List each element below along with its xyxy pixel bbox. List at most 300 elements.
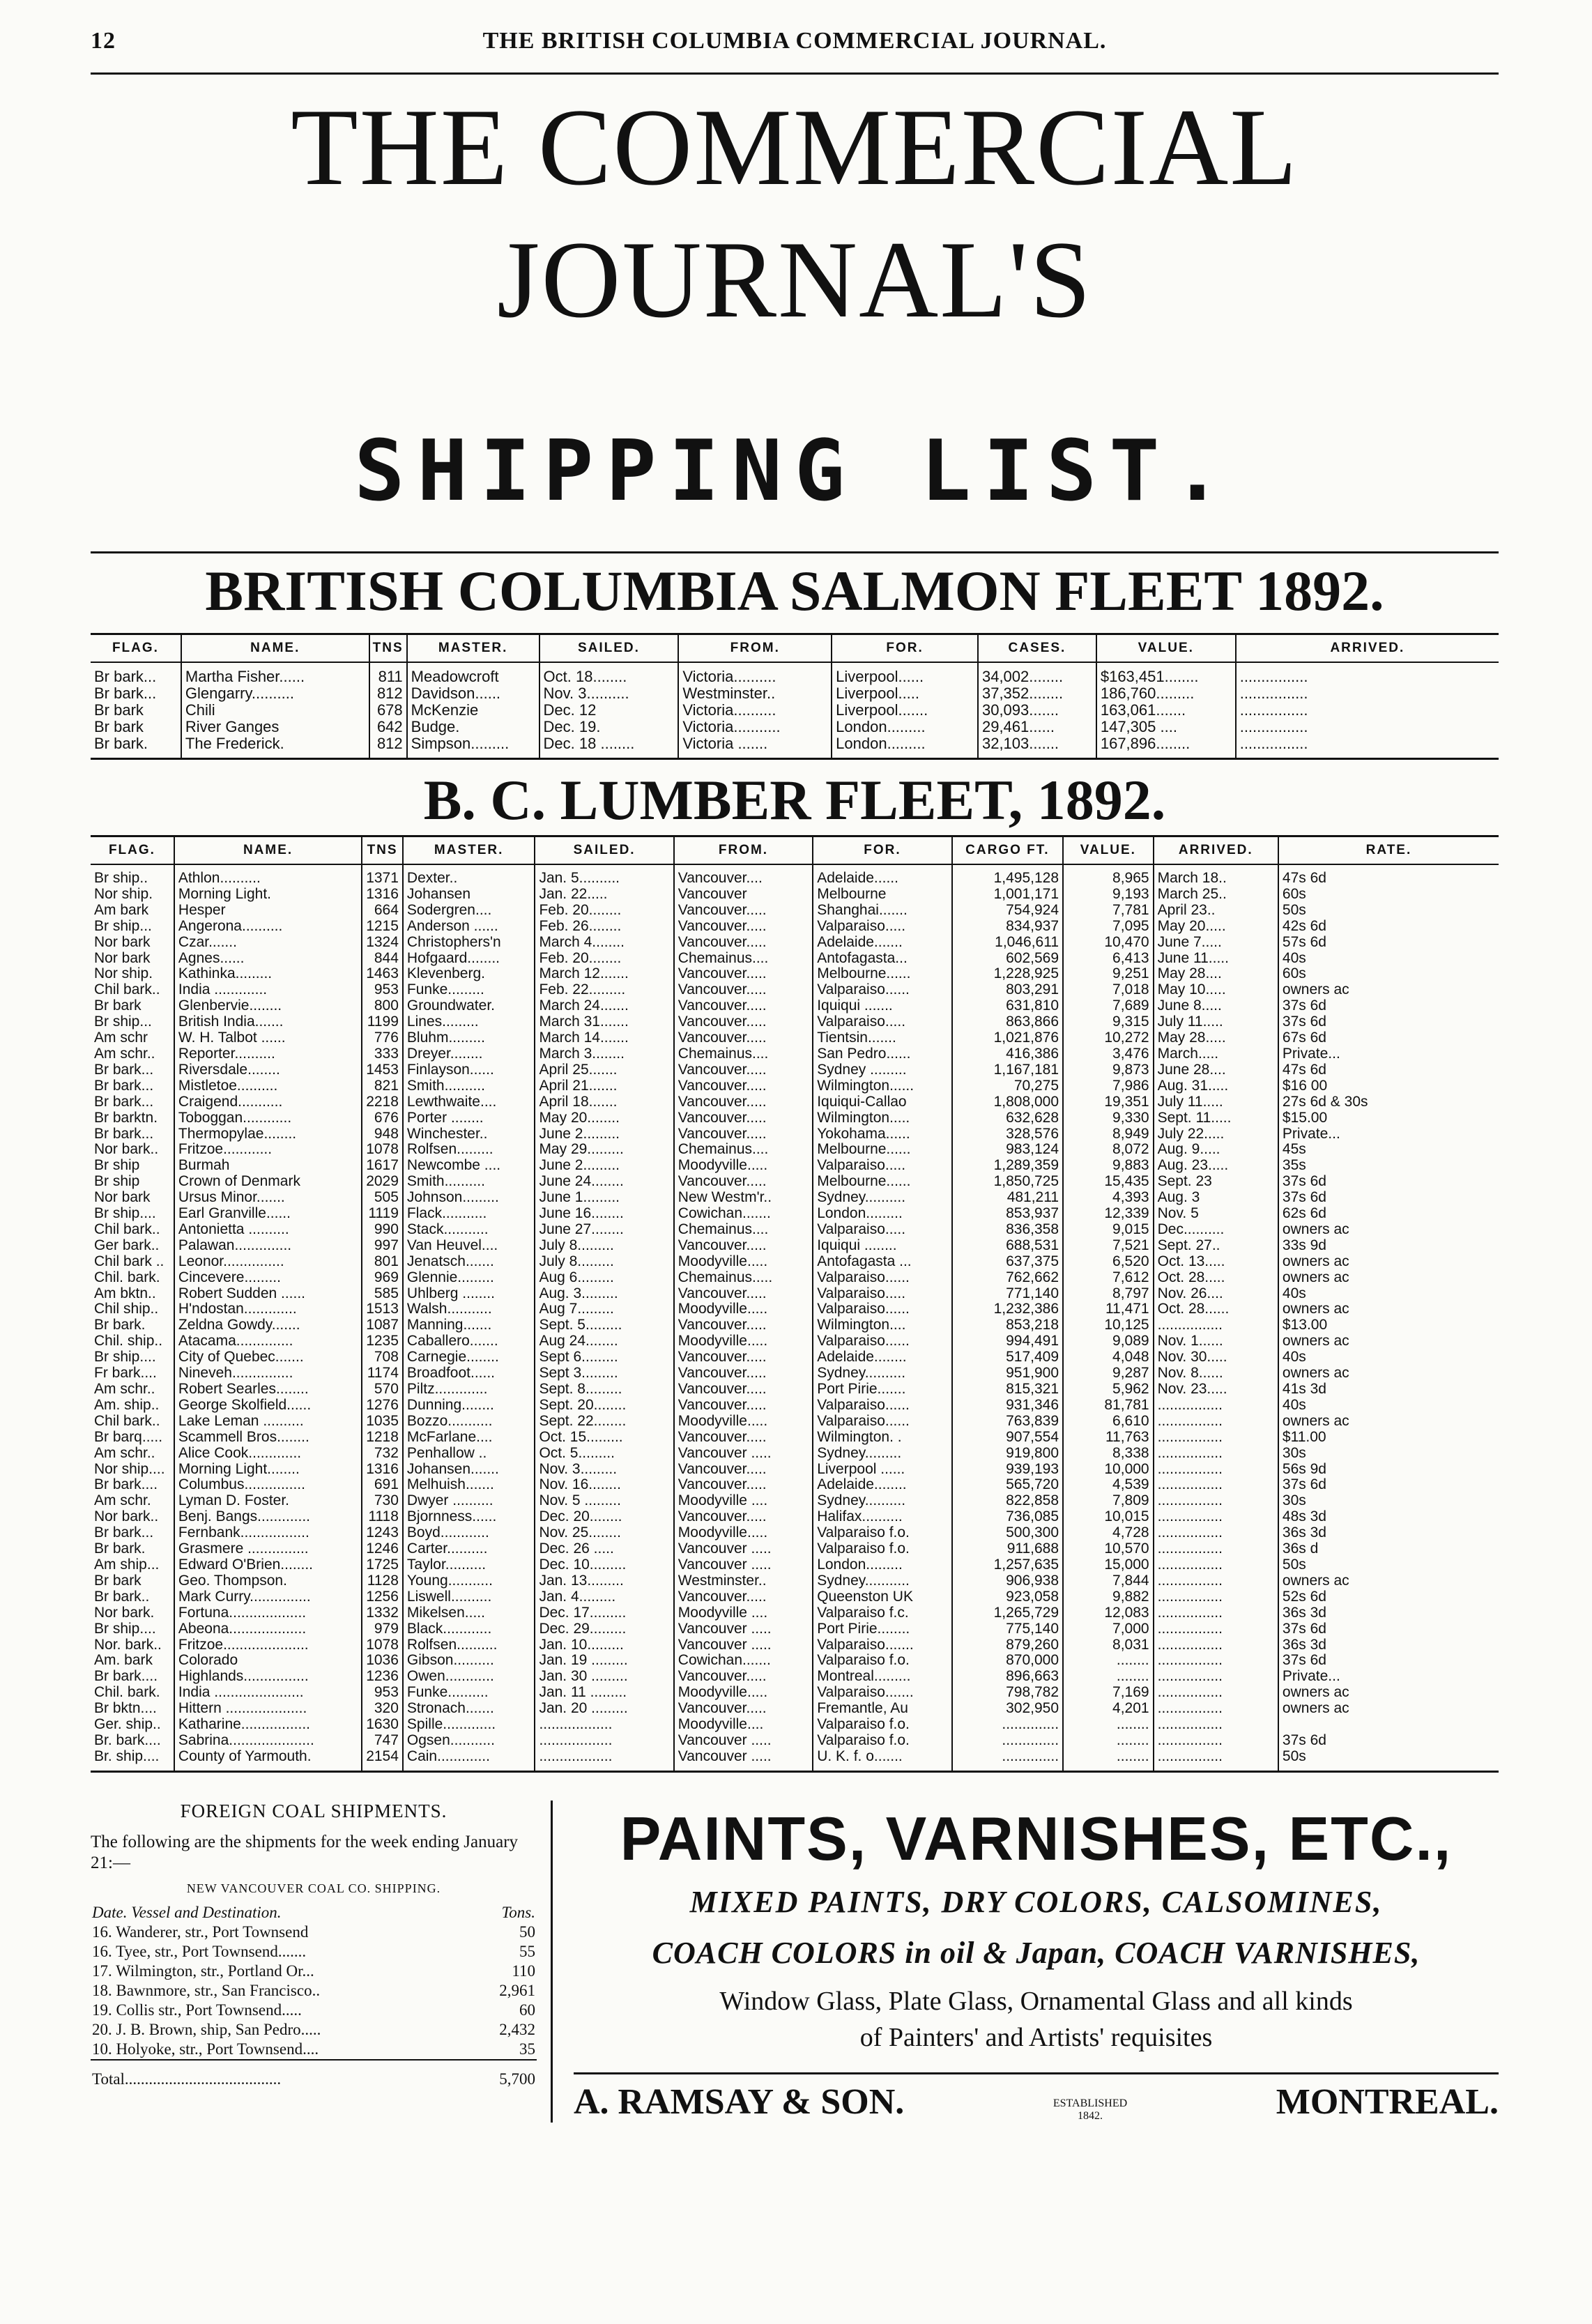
table-cell: Valparaiso f.c. (813, 1605, 951, 1621)
table-cell: Columbus............... (174, 1477, 362, 1493)
table-row (91, 1430, 1499, 1446)
table-cell: 983,124 (952, 1142, 1063, 1158)
coal-row (91, 1962, 537, 1981)
table-cell: Br ship.... (94, 1206, 156, 1222)
coal-tons: 35 (519, 2040, 535, 2058)
table-cell: Vancouver..... (674, 1430, 813, 1446)
table-cell: Vancouver ..... (674, 1557, 813, 1573)
table-cell: Am schr (94, 1030, 148, 1046)
table-cell: Valparaiso f.o. (813, 1525, 951, 1541)
table-cell: Carnegie........ (403, 1350, 535, 1366)
table-cell: Br bktn.... (94, 1701, 157, 1717)
table-cell: 870,000 (952, 1653, 1063, 1669)
table-cell: 1,232,386 (952, 1301, 1063, 1317)
table-cell: 2218 (362, 1094, 403, 1110)
table-cell: 585 (362, 1286, 403, 1302)
table-cell: Lines......... (403, 1014, 535, 1030)
table-cell: Br bark.... (94, 1669, 158, 1685)
table-cell: 1,046,611 (952, 935, 1063, 951)
table-cell: .............. (952, 1717, 1063, 1733)
table-cell: $15.00 (1278, 1110, 1499, 1126)
table-cell: Chil bark .. (94, 1253, 164, 1269)
table-cell: Moodyville..... (674, 1525, 813, 1541)
table-cell: Aug 24........ (535, 1333, 673, 1350)
coal-vessel: 16. Wanderer, str., Port Townsend (92, 1922, 309, 1941)
table-cell: owners ac (1278, 1254, 1499, 1270)
table-cell: 35s (1278, 1158, 1499, 1174)
table-cell: Br bark.. (94, 1589, 150, 1605)
table-cell: April 23.. (1154, 903, 1278, 919)
table-cell: Vancouver (674, 887, 813, 903)
table-row (91, 887, 1499, 903)
table-cell: Jan. 22..... (535, 887, 673, 903)
table-cell: Nor bark. (94, 1605, 155, 1621)
table-cell: Am. ship.. (94, 1397, 160, 1413)
table-row (91, 1222, 1499, 1238)
table-cell: Aug. 3 (1154, 1190, 1278, 1206)
coal-title: FOREIGN COAL SHIPMENTS. (180, 1800, 447, 1821)
table-cell: .............. (952, 1749, 1063, 1771)
table-cell: 12,339 (1063, 1206, 1154, 1222)
table-cell: 167,896........ (1096, 735, 1236, 759)
table-cell: Nov. 25........ (535, 1525, 673, 1541)
table-cell: ................ (1154, 1669, 1278, 1685)
table-cell: Jenatsch....... (403, 1254, 535, 1270)
table-row (91, 1078, 1499, 1094)
table-cell: 47s 6d (1278, 864, 1499, 887)
table-cell: Feb. 20........ (535, 951, 673, 967)
table-cell: May 20..... (1154, 919, 1278, 935)
table-row (91, 1014, 1499, 1030)
table-cell: Valparaiso....... (813, 1637, 951, 1653)
table-cell: 798,782 (952, 1685, 1063, 1701)
lumber-col-header: TNS (362, 836, 403, 865)
table-cell: Nov. 16........ (535, 1477, 673, 1493)
table-cell: 1,001,171 (952, 887, 1063, 903)
table-cell: Victoria........... (678, 719, 832, 735)
table-cell: Earl Granville...... (174, 1206, 362, 1222)
table-row (91, 1637, 1499, 1653)
coal-vessel: 10. Holyoke, str., Port Townsend.... (92, 2040, 319, 2058)
table-cell: Fr bark.... (94, 1366, 157, 1382)
table-cell: Vancouver..... (674, 1366, 813, 1382)
table-cell: Feb. 26........ (535, 919, 673, 935)
table-cell: 6,413 (1063, 951, 1154, 967)
table-cell: 416,386 (952, 1046, 1063, 1062)
table-cell: Aug. 9..... (1154, 1142, 1278, 1158)
table-cell: Br bark.... (94, 1477, 158, 1493)
table-cell: Anderson ...... (403, 919, 535, 935)
table-cell: 40s (1278, 1398, 1499, 1414)
table-cell: 931,346 (952, 1398, 1063, 1414)
table-cell: 1332 (362, 1605, 403, 1621)
table-cell: 37s 6d (1278, 1014, 1499, 1030)
table-row (91, 1158, 1499, 1174)
table-cell: Young........... (403, 1573, 535, 1589)
table-cell: Morning Light. (174, 887, 362, 903)
table-cell: Tientsin....... (813, 1030, 951, 1046)
table-cell: Penhallow .. (403, 1446, 535, 1462)
table-cell: Shanghai....... (813, 903, 951, 919)
table-cell: 15,435 (1063, 1174, 1154, 1190)
lumber-col-header: FROM. (674, 836, 813, 865)
table-cell: Manning....... (403, 1317, 535, 1333)
lumber-col-header: RATE. (1278, 836, 1499, 865)
table-cell: 333 (362, 1046, 403, 1062)
table-cell: Fritzoe............ (174, 1142, 362, 1158)
table-cell: Sept 6......... (535, 1350, 673, 1366)
coal-total (91, 2059, 537, 2089)
table-cell: Dwyer .......... (403, 1493, 535, 1509)
table-cell: 631,810 (952, 998, 1063, 1014)
table-cell: owners ac (1278, 1414, 1499, 1430)
table-row (91, 919, 1499, 935)
table-cell: 822,858 (952, 1493, 1063, 1509)
table-cell: ................ (1154, 1446, 1278, 1462)
table-cell: ................ (1154, 1493, 1278, 1509)
table-cell: 517,409 (952, 1350, 1063, 1366)
table-cell: 811 (369, 662, 407, 685)
table-cell: Porter ........ (403, 1110, 535, 1126)
table-cell: Rolfsen......... (403, 1142, 535, 1158)
table-cell: 2029 (362, 1174, 403, 1190)
table-cell: Hittern .................... (174, 1701, 362, 1717)
table-cell: Glennie......... (403, 1270, 535, 1286)
table-cell: 11,471 (1063, 1301, 1154, 1317)
table-cell: March 14....... (535, 1030, 673, 1046)
table-cell: Feb. 22......... (535, 982, 673, 998)
table-cell: Adelaide........ (813, 1477, 951, 1493)
table-cell: 7,018 (1063, 982, 1154, 998)
table-cell: June 27........ (535, 1222, 673, 1238)
table-cell: 37s 6d (1278, 1174, 1499, 1190)
table-cell: Antofagasta ... (813, 1254, 951, 1270)
table-cell: 33s 9d (1278, 1238, 1499, 1254)
table-cell: Ursus Minor....... (174, 1190, 362, 1206)
table-cell: ................ (1236, 702, 1499, 719)
table-cell: Br ship.... (94, 1621, 156, 1637)
table-cell: Am schr.. (94, 1046, 155, 1062)
table-row (91, 1142, 1499, 1158)
table-cell: Valparaiso f.o. (813, 1733, 951, 1749)
table-cell: McKenzie (407, 702, 539, 719)
table-cell: 481,211 (952, 1190, 1063, 1206)
table-cell: Nov. 3......... (535, 1462, 673, 1478)
table-cell: ................ (1154, 1477, 1278, 1493)
table-cell: 953 (362, 982, 403, 998)
table-cell: 948 (362, 1126, 403, 1142)
table-cell: 800 (362, 998, 403, 1014)
table-cell: Br bark... (94, 1078, 154, 1094)
table-cell: Vancouver..... (674, 1030, 813, 1046)
table-cell: Johnson......... (403, 1190, 535, 1206)
table-cell: Moodyville..... (674, 1158, 813, 1174)
salmon-col-header: TNS (369, 634, 407, 663)
lumber-fleet-title: B. C. LUMBER FLEET, 1892. (423, 768, 1166, 832)
table-cell: The Frederick. (181, 735, 369, 759)
table-cell: 50s (1278, 903, 1499, 919)
table-cell: 42s 6d (1278, 919, 1499, 935)
table-cell: 9,287 (1063, 1366, 1154, 1382)
table-cell: Uhlberg ........ (403, 1286, 535, 1302)
table-cell: Caballero....... (403, 1333, 535, 1350)
table-row (91, 1573, 1499, 1589)
table-cell: Nor bark (94, 934, 151, 950)
coal-col-left: Date. Vessel and Destination. (92, 1903, 282, 1921)
table-cell: 9,315 (1063, 1014, 1154, 1030)
table-cell: Cain............. (403, 1749, 535, 1771)
table-row (91, 1301, 1499, 1317)
table-cell: 803,291 (952, 982, 1063, 998)
table-cell: 1617 (362, 1158, 403, 1174)
table-cell: March 25.. (1154, 887, 1278, 903)
table-cell: 7,521 (1063, 1238, 1154, 1254)
table-cell: 37s 6d (1278, 1477, 1499, 1493)
table-cell: Br bark (94, 1573, 141, 1589)
table-cell: Finlayson...... (403, 1062, 535, 1078)
table-cell: Sept. 8......... (535, 1382, 673, 1398)
table-cell: owners ac (1278, 1301, 1499, 1317)
table-cell: June 16........ (535, 1206, 673, 1222)
table-cell: Lyman D. Foster. (174, 1493, 362, 1509)
table-cell: 1,021,876 (952, 1030, 1063, 1046)
table-cell: Valparaiso...... (813, 1270, 951, 1286)
table-cell: 1725 (362, 1557, 403, 1573)
table-cell: 1,289,359 (952, 1158, 1063, 1174)
table-cell: 320 (362, 1701, 403, 1717)
table-cell: 664 (362, 903, 403, 919)
ad-line-glass: Window Glass, Plate Glass, Ornamental Glass and all kinds (719, 1986, 1353, 2016)
table-cell: Vancouver..... (674, 935, 813, 951)
table-cell: 1246 (362, 1541, 403, 1557)
masthead-rule (91, 551, 1499, 553)
table-cell: Van Heuvel.... (403, 1238, 535, 1254)
salmon-col-header: NAME. (181, 634, 369, 663)
table-cell: Vancouver..... (674, 1174, 813, 1190)
table-cell: 1236 (362, 1669, 403, 1685)
table-cell: 730 (362, 1493, 403, 1509)
table-cell: 1035 (362, 1414, 403, 1430)
table-row (91, 1286, 1499, 1302)
table-cell: River Ganges (181, 719, 369, 735)
table-cell: Adelaide...... (813, 864, 951, 887)
table-cell: ................ (1154, 1317, 1278, 1333)
table-cell: 1087 (362, 1317, 403, 1333)
table-cell: 60s (1278, 887, 1499, 903)
table-row (91, 935, 1499, 951)
table-cell: Melhuish....... (403, 1477, 535, 1493)
table-row (91, 1046, 1499, 1062)
table-cell: 812 (369, 685, 407, 702)
table-row (91, 998, 1499, 1014)
table-cell: Johansen (403, 887, 535, 903)
table-cell: Jan. 30 ......... (535, 1669, 673, 1685)
table-cell: .............. (952, 1733, 1063, 1749)
table-cell: Dec. 10......... (535, 1557, 673, 1573)
lumber-col-header: SAILED. (535, 836, 673, 865)
coal-tons: 55 (519, 1942, 535, 1960)
table-cell: India ............. (174, 982, 362, 998)
table-cell: Br ship.. (94, 870, 148, 886)
table-cell: Nov. 8...... (1154, 1366, 1278, 1382)
table-cell: Br ship... (94, 1014, 152, 1030)
table-cell: Kathinka......... (174, 966, 362, 982)
table-cell: 8,338 (1063, 1446, 1154, 1462)
table-cell: Dexter.. (403, 864, 535, 887)
table-cell: Stack........... (403, 1222, 535, 1238)
table-row (91, 1094, 1499, 1110)
table-row (91, 1254, 1499, 1270)
table-cell: 40s (1278, 1286, 1499, 1302)
table-cell: Katharine................. (174, 1717, 362, 1733)
table-cell: Dreyer........ (403, 1046, 535, 1062)
table-cell: Vancouver..... (674, 1062, 813, 1078)
table-cell: 834,937 (952, 919, 1063, 935)
table-cell: July 11..... (1154, 1094, 1278, 1110)
table-cell: 36s 3d (1278, 1525, 1499, 1541)
table-cell: Aug 6......... (535, 1270, 673, 1286)
table-cell: March 12....... (535, 966, 673, 982)
table-cell: 1,167,181 (952, 1062, 1063, 1078)
table-cell: 9,251 (1063, 966, 1154, 982)
table-row (91, 982, 1499, 998)
table-cell: Hesper (174, 903, 362, 919)
table-cell: Vancouver..... (674, 1477, 813, 1493)
table-cell: 32,103....... (978, 735, 1096, 759)
table-cell: Vancouver ..... (674, 1637, 813, 1653)
table-cell: Nov. 5 (1154, 1206, 1278, 1222)
table-cell: 776 (362, 1030, 403, 1046)
table-cell: Cowichan....... (674, 1206, 813, 1222)
table-cell: Piltz............. (403, 1382, 535, 1398)
table-cell: Victoria.......... (678, 662, 832, 685)
table-cell: 853,218 (952, 1317, 1063, 1333)
table-cell: Antofagasta... (813, 951, 951, 967)
table-cell: Morning Light........ (174, 1462, 362, 1478)
table-cell: Chil ship.. (94, 1301, 159, 1317)
table-cell: Ger. ship.. (94, 1717, 161, 1733)
table-cell: Liverpool ...... (813, 1462, 951, 1478)
coal-row (91, 2040, 537, 2059)
table-cell: 691 (362, 1477, 403, 1493)
table-row (91, 966, 1499, 982)
table-cell: Br bark (94, 702, 144, 719)
table-cell: .................. (535, 1749, 673, 1771)
table-cell: 7,095 (1063, 919, 1154, 935)
table-cell: 1371 (362, 864, 403, 887)
table-cell: April 25....... (535, 1062, 673, 1078)
table-cell: Chemainus.... (674, 1222, 813, 1238)
table-cell: Am schr. (94, 1493, 151, 1509)
table-cell: 775,140 (952, 1621, 1063, 1637)
table-cell: Nor ship. (94, 886, 153, 902)
table-cell: Aug 7......... (535, 1301, 673, 1317)
table-cell: Sydney......... (813, 1446, 951, 1462)
table-cell: Vancouver..... (674, 1589, 813, 1605)
table-cell: Funke.......... (403, 1685, 535, 1701)
coal-total-value: 5,700 (461, 2060, 537, 2089)
table-cell: March 31....... (535, 1014, 673, 1030)
table-cell: Westminster.. (678, 685, 832, 702)
table-cell: June 8..... (1154, 998, 1278, 1014)
table-cell: Nor bark.. (94, 1142, 159, 1158)
table-cell: ........ (1063, 1717, 1154, 1733)
table-cell: Dec. 20........ (535, 1509, 673, 1525)
ad-city: MONTREAL. (1276, 2081, 1499, 2122)
table-cell: 762,662 (952, 1270, 1063, 1286)
table-cell: 812 (369, 735, 407, 759)
table-cell: Am schr.. (94, 1445, 155, 1461)
table-cell: 5,962 (1063, 1382, 1154, 1398)
table-cell: U. K. f. o....... (813, 1749, 951, 1771)
table-cell: Bluhm......... (403, 1030, 535, 1046)
table-cell: Melbourne...... (813, 966, 951, 982)
lumber-col-header: VALUE. (1063, 836, 1154, 865)
table-cell: Sabrina..................... (174, 1733, 362, 1749)
table-cell: Leonor............... (174, 1254, 362, 1270)
table-cell: Valparaiso f.o. (813, 1717, 951, 1733)
table-cell: Vancouver.... (674, 864, 813, 887)
table-cell: 1118 (362, 1509, 403, 1525)
table-cell: Vancouver..... (674, 1238, 813, 1254)
table-row (91, 1206, 1499, 1222)
table-cell: Jan. 11 ......... (535, 1685, 673, 1701)
table-cell: Thermopylae........ (174, 1126, 362, 1142)
table-cell: Br bark (94, 998, 141, 1014)
table-cell: Br ship... (94, 918, 152, 934)
lumber-fleet-section (91, 835, 1499, 1773)
table-cell: London......... (832, 719, 978, 735)
table-cell: Moodyville .... (674, 1605, 813, 1621)
table-cell: 8,797 (1063, 1286, 1154, 1302)
table-cell: 676 (362, 1110, 403, 1126)
table-cell: 708 (362, 1350, 403, 1366)
table-cell: 37s 6d (1278, 1621, 1499, 1637)
table-cell: Nov. 23..... (1154, 1382, 1278, 1398)
coal-vessel: 20. J. B. Brown, ship, San Pedro..... (92, 2020, 321, 2038)
table-cell: Melbourne...... (813, 1142, 951, 1158)
table-cell: Nor bark (94, 950, 151, 966)
table-cell: Liverpool...... (832, 662, 978, 685)
table-cell: 836,358 (952, 1222, 1063, 1238)
table-cell: Wilmington...... (813, 1078, 951, 1094)
ad-headline: PAINTS, VARNISHES, ETC., (620, 1803, 1453, 1873)
table-cell: Vancouver..... (674, 1094, 813, 1110)
table-cell: Br bark... (94, 1126, 154, 1142)
coal-tons: 50 (519, 1922, 535, 1941)
table-cell: 7,986 (1063, 1078, 1154, 1094)
table-cell: Vancouver ..... (674, 1733, 813, 1749)
table-cell: Chili (181, 702, 369, 719)
table-cell: 4,393 (1063, 1190, 1154, 1206)
table-cell: owners ac (1278, 1685, 1499, 1701)
table-cell: Chil bark.. (94, 982, 160, 998)
table-row (91, 1733, 1499, 1749)
table-cell: Liverpool..... (832, 685, 978, 702)
table-cell: March 18.. (1154, 864, 1278, 887)
table-cell: Czar....... (174, 935, 362, 951)
table-cell: London......... (813, 1557, 951, 1573)
table-cell: 1,850,725 (952, 1174, 1063, 1190)
salmon-col-header: FOR. (832, 634, 978, 663)
table-cell: Chil. ship.. (94, 1333, 163, 1350)
table-row (91, 702, 1499, 719)
table-cell: Nor bark.. (94, 1509, 159, 1525)
table-cell: Vancouver..... (674, 1110, 813, 1126)
table-cell: Vancouver..... (674, 966, 813, 982)
table-cell: Adelaide........ (813, 1350, 951, 1366)
table-cell: ................ (1154, 1637, 1278, 1653)
